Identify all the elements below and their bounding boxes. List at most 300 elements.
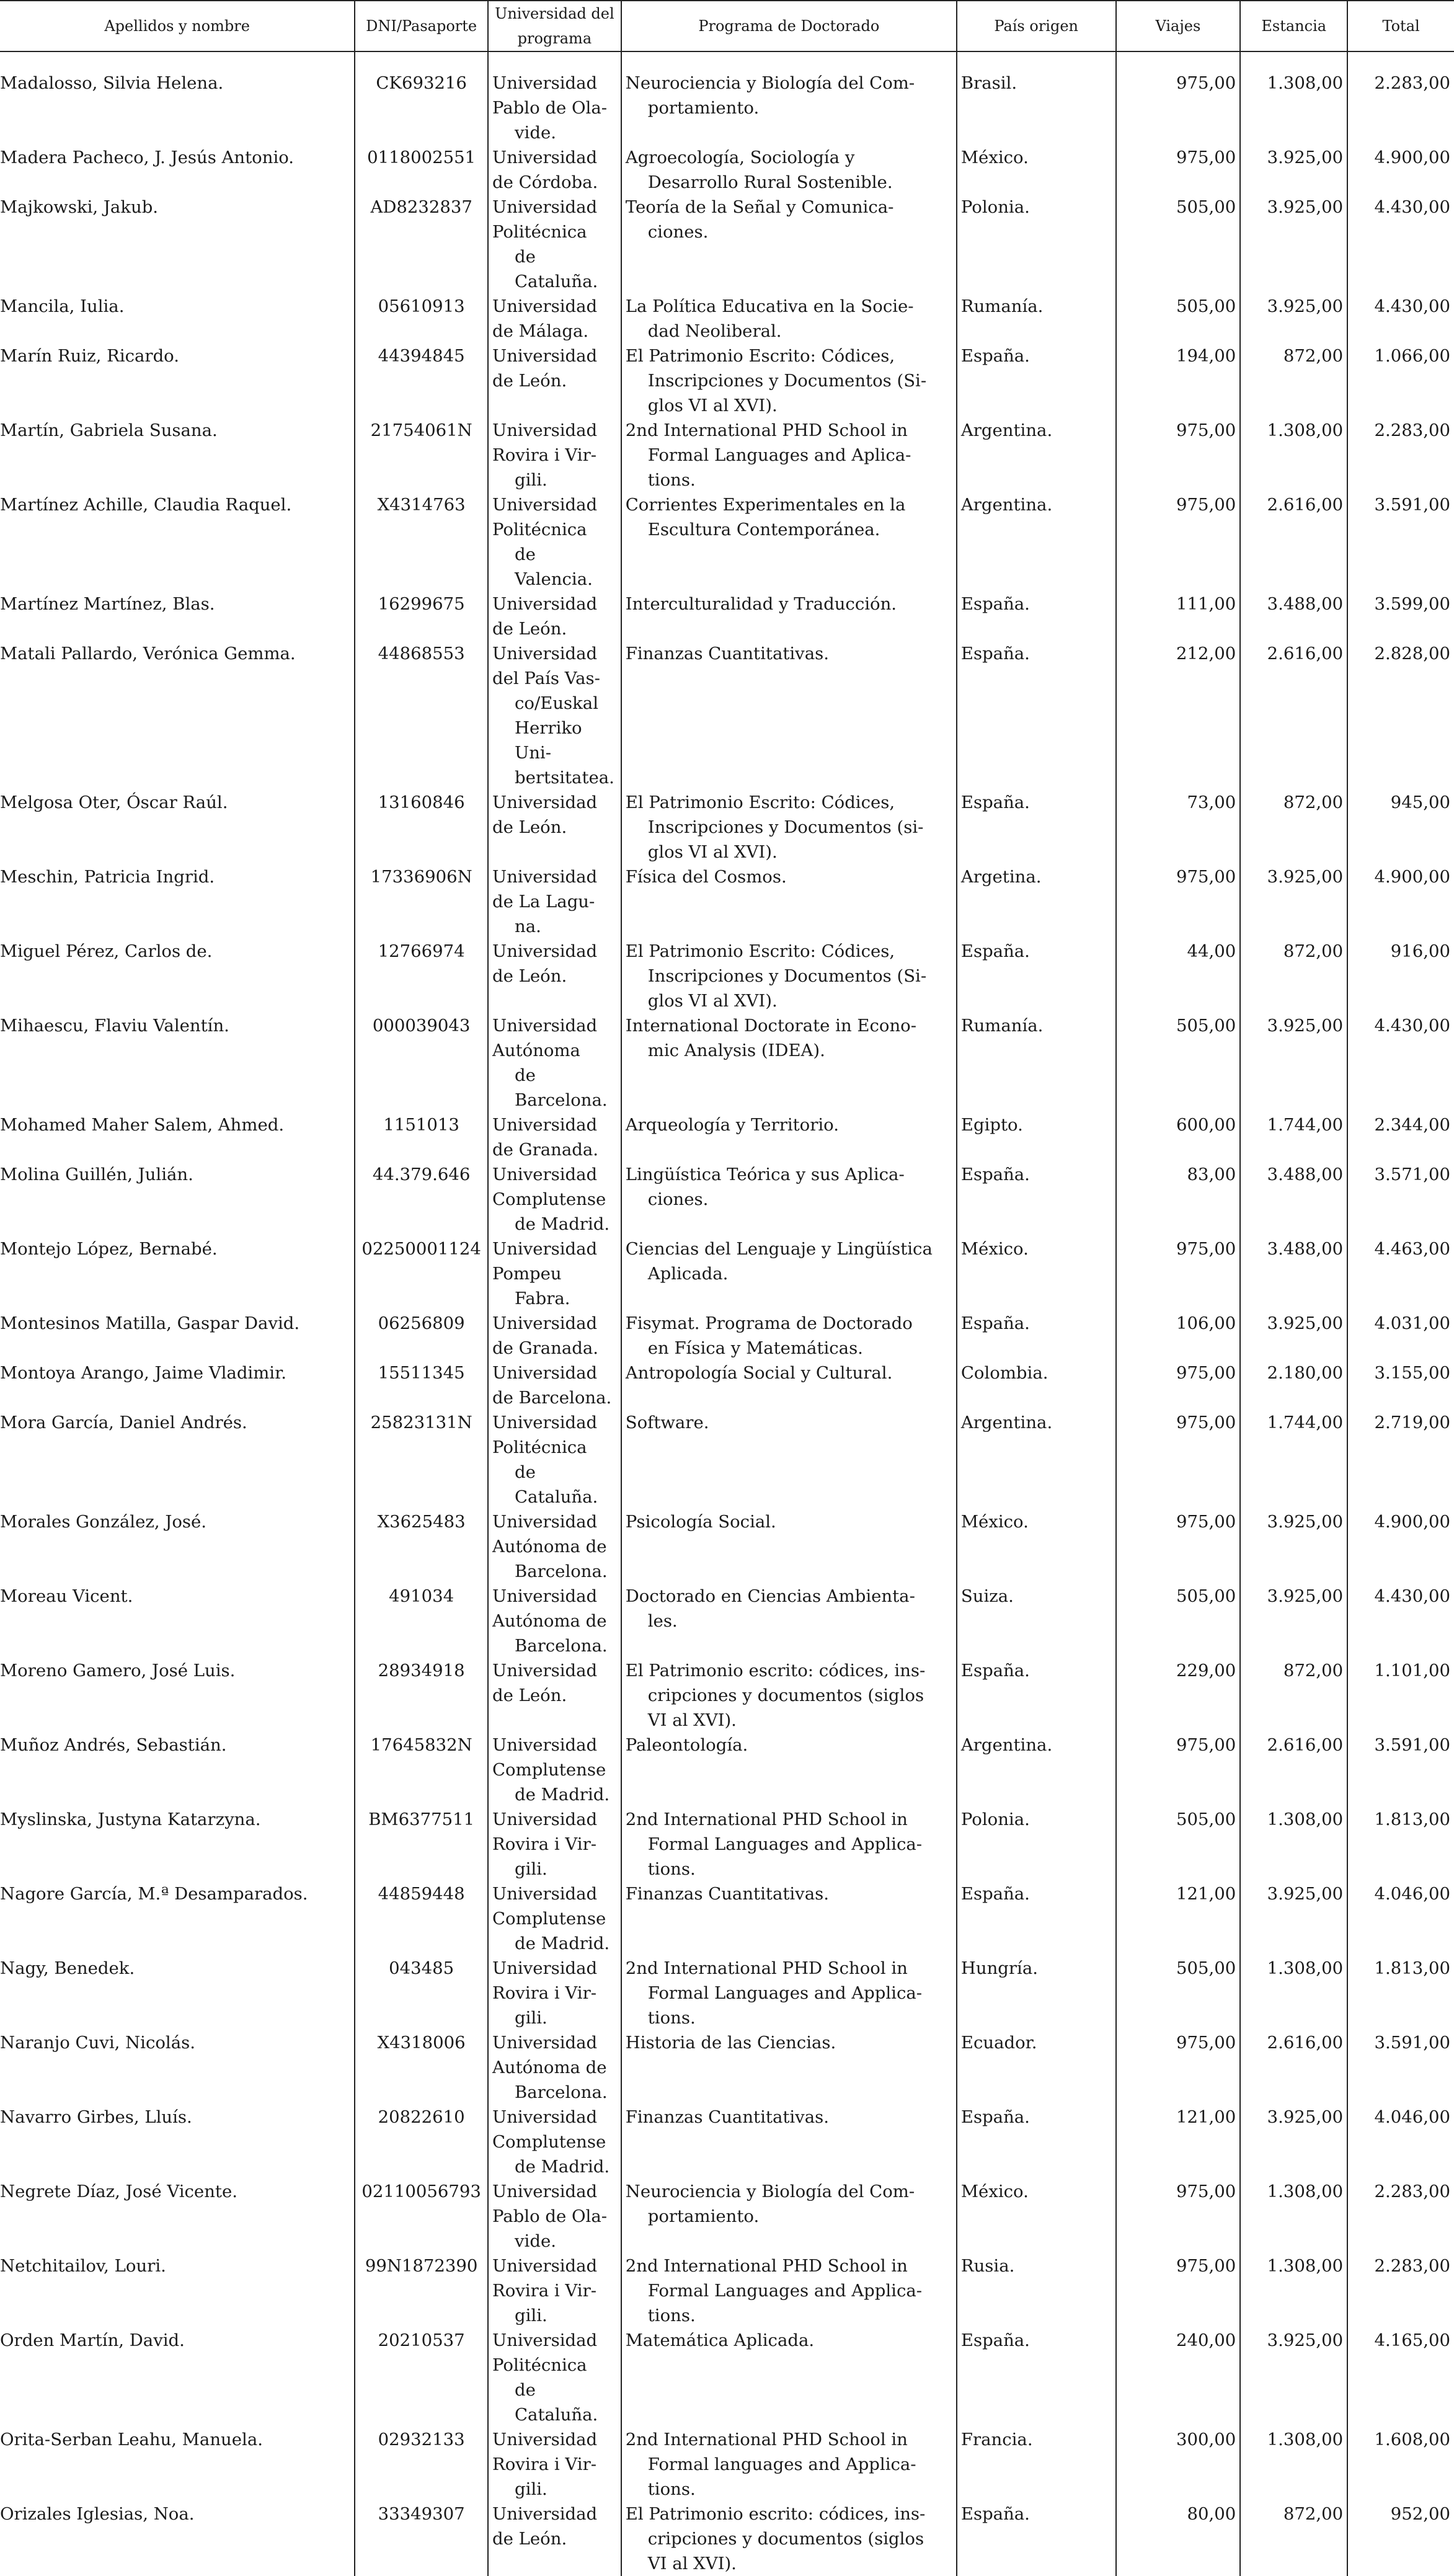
programa-line: tions.	[647, 2479, 696, 2499]
universidad-line: Universidad de León.	[492, 594, 598, 639]
table-row	[0, 195, 1454, 294]
programa-line: Inscripciones y Documentos (si-	[647, 817, 924, 837]
programa-line: Teoría de la Señal y Comunica-	[625, 197, 894, 217]
table-row	[0, 1509, 1454, 1584]
pais-cell: España.	[957, 2105, 1116, 2179]
estancia-cell: 1.308,00	[1240, 2179, 1347, 2254]
estancia-cell: 3.925,00	[1240, 294, 1347, 344]
estancia-cell: 1.308,00	[1240, 2427, 1347, 2502]
nombre-cell: Meschin, Patricia Ingrid.	[0, 867, 215, 887]
table-row	[0, 1311, 1454, 1361]
universidad-line: Universidad Rovira i Vir-	[492, 420, 598, 465]
header-row	[0, 1, 1454, 51]
programa-cell	[621, 641, 957, 790]
estancia-cell: 1.308,00	[1240, 51, 1347, 145]
universidad-line: de Valencia.	[515, 544, 593, 589]
programa-cell	[621, 344, 957, 418]
pais-cell: México.	[957, 1237, 1116, 1311]
estancia-cell: 872,00	[1240, 344, 1347, 418]
nombre-cell: Myslinska, Justyna Katarzyna.	[0, 1810, 261, 1829]
total-cell: 4.046,00	[1347, 2105, 1454, 2179]
universidad-line: Universidad Rovira i Vir-	[492, 1810, 598, 1854]
total-cell: 4.031,00	[1347, 1311, 1454, 1361]
nombre-cell: Martínez Achille, Claudia Raquel.	[0, 495, 292, 515]
nombre-cell: Madera Pacheco, J. Jesús Antonio.	[0, 148, 295, 167]
table-row	[0, 2105, 1454, 2179]
pais-cell: España.	[957, 1311, 1116, 1361]
universidad-cell	[488, 1733, 621, 1807]
estancia-cell: 2.616,00	[1240, 1733, 1347, 1807]
universidad-cell	[488, 1237, 621, 1311]
table-row	[0, 1013, 1454, 1113]
total-cell: 1.066,00	[1347, 344, 1454, 418]
programa-cell	[621, 2427, 957, 2502]
viajes-cell: 975,00	[1116, 1410, 1241, 1509]
programa-line: Doctorado en Ciencias Ambienta-	[625, 1586, 915, 1606]
universidad-line: Universidad de Málaga.	[492, 296, 598, 341]
universidad-line: de Madrid.	[515, 1214, 610, 1234]
programa-line: Finanzas Cuantitativas.	[625, 2107, 829, 2127]
nombre-cell: Melgosa Oter, Óscar Raúl.	[0, 793, 228, 812]
nombre-cell: Moreno Gamero, José Luis.	[0, 1661, 236, 1681]
programa-cell	[621, 195, 957, 294]
dni-cell: 44394845	[355, 344, 488, 418]
programa-line: VI al XVI).	[647, 1710, 737, 1730]
pais-cell: Polonia.	[957, 195, 1116, 294]
programa-line: les.	[647, 1611, 678, 1631]
pais-cell: España.	[957, 2502, 1116, 2576]
programa-line: Matemática Aplicada.	[625, 2330, 815, 2350]
viajes-cell: 505,00	[1116, 195, 1241, 294]
estancia-cell: 3.925,00	[1240, 2105, 1347, 2179]
estancia-cell: 872,00	[1240, 790, 1347, 864]
viajes-cell: 975,00	[1116, 1237, 1241, 1311]
table-row	[0, 1658, 1454, 1733]
dni-cell: X4314763	[355, 492, 488, 592]
universidad-line: Universidad de León.	[492, 1661, 598, 1705]
universidad-line: de Cataluña.	[515, 2380, 598, 2425]
table-row	[0, 2179, 1454, 2254]
programa-cell	[621, 1881, 957, 1956]
programa-cell	[621, 145, 957, 195]
universidad-cell	[488, 418, 621, 492]
universidad-cell	[488, 2105, 621, 2179]
universidad-line: Universidad del País Vas-	[492, 644, 600, 688]
total-cell: 4.900,00	[1347, 1509, 1454, 1584]
viajes-cell: 975,00	[1116, 1361, 1241, 1410]
total-cell: 3.155,00	[1347, 1361, 1454, 1410]
universidad-cell	[488, 294, 621, 344]
estancia-cell: 872,00	[1240, 939, 1347, 1013]
universidad-cell	[488, 2328, 621, 2427]
programa-line: Ciencias del Lenguaje y Lingüística	[625, 1239, 933, 1259]
universidad-line: Universidad de León.	[492, 2504, 598, 2549]
dni-cell: 13160846	[355, 790, 488, 864]
programa-cell	[621, 1584, 957, 1658]
universidad-cell	[488, 344, 621, 418]
programa-line: Escultura Contemporánea.	[647, 520, 880, 540]
estancia-cell: 3.925,00	[1240, 1013, 1347, 1113]
estancia-cell: 1.308,00	[1240, 1807, 1347, 1881]
pais-cell: España.	[957, 641, 1116, 790]
table-body	[0, 51, 1454, 2576]
universidad-cell	[488, 939, 621, 1013]
universidad-line: Universidad Rovira i Vir-	[492, 2256, 598, 2301]
estancia-cell: 2.616,00	[1240, 2030, 1347, 2105]
pais-cell: Hungría.	[957, 1956, 1116, 2030]
universidad-line: Fabra.	[515, 1289, 570, 1308]
nombre-cell: Matali Pallardo, Verónica Gemma.	[0, 644, 296, 664]
universidad-line: Universidad Pablo de Ola-	[492, 73, 608, 118]
table-row	[0, 1361, 1454, 1410]
universidad-cell	[488, 2427, 621, 2502]
viajes-cell: 505,00	[1116, 294, 1241, 344]
nombre-cell: Molina Guillén, Julián.	[0, 1165, 193, 1184]
dni-cell: 02110056793	[355, 2179, 488, 2254]
pais-cell: Argetina.	[957, 864, 1116, 939]
programa-line: Antropología Social y Cultural.	[625, 1363, 893, 1383]
viajes-cell: 975,00	[1116, 2179, 1241, 2254]
total-cell: 3.591,00	[1347, 492, 1454, 592]
programa-line: La Política Educativa en la Socie-	[625, 296, 914, 316]
dni-cell: 33349307	[355, 2502, 488, 2576]
programa-line: VI al XVI).	[647, 2554, 737, 2574]
total-cell: 4.900,00	[1347, 145, 1454, 195]
viajes-cell: 83,00	[1116, 1162, 1241, 1237]
dni-cell: 17336906N	[355, 864, 488, 939]
total-cell: 916,00	[1347, 939, 1454, 1013]
nombre-cell: Orizales Iglesias, Noa.	[0, 2504, 195, 2524]
table-row	[0, 2502, 1454, 2576]
programa-line: 2nd International PHD School in	[625, 2430, 908, 2449]
total-cell: 3.571,00	[1347, 1162, 1454, 1237]
pais-cell: Colombia.	[957, 1361, 1116, 1410]
programa-cell	[621, 2328, 957, 2427]
universidad-cell	[488, 1881, 621, 1956]
universidad-cell	[488, 1361, 621, 1410]
dni-cell: 20822610	[355, 2105, 488, 2179]
table-row	[0, 1956, 1454, 2030]
total-cell: 4.430,00	[1347, 1584, 1454, 1658]
estancia-cell: 3.488,00	[1240, 592, 1347, 641]
programa-line: tions.	[647, 470, 696, 490]
viajes-cell: 229,00	[1116, 1658, 1241, 1733]
nombre-cell: Martín, Gabriela Susana.	[0, 420, 218, 440]
programa-line: Formal Languages and Applica-	[647, 2281, 923, 2301]
universidad-line: Universidad Pablo de Ola-	[492, 2182, 608, 2226]
universidad-line: Universidad Pompeu	[492, 1239, 598, 1284]
programa-cell	[621, 2254, 957, 2328]
pais-cell: Argentina.	[957, 1410, 1116, 1509]
estancia-cell: 1.308,00	[1240, 1956, 1347, 2030]
table-row	[0, 294, 1454, 344]
header-nombre: Apellidos y nombre	[0, 1, 355, 51]
estancia-cell: 3.488,00	[1240, 1237, 1347, 1311]
nombre-cell: Mora García, Daniel Andrés.	[0, 1413, 247, 1432]
programa-line: ciones.	[647, 222, 709, 242]
total-cell: 2.828,00	[1347, 641, 1454, 790]
universidad-line: Universidad Politécnica	[492, 197, 598, 242]
programa-cell	[621, 2502, 957, 2576]
universidad-line: Barcelona.	[515, 1636, 608, 1656]
programa-cell	[621, 864, 957, 939]
universidad-line: de Cataluña.	[515, 1462, 598, 1507]
pais-cell: México.	[957, 145, 1116, 195]
universidad-cell	[488, 1509, 621, 1584]
nombre-cell: Netchitailov, Louri.	[0, 2256, 166, 2276]
universidad-cell	[488, 2502, 621, 2576]
programa-cell	[621, 2179, 957, 2254]
programa-line: El Patrimonio Escrito: Códices,	[625, 941, 895, 961]
viajes-cell: 73,00	[1116, 790, 1241, 864]
programa-cell	[621, 492, 957, 592]
estancia-cell: 3.488,00	[1240, 1162, 1347, 1237]
viajes-cell: 121,00	[1116, 1881, 1241, 1956]
table-row	[0, 1410, 1454, 1509]
programa-line: tions.	[647, 2306, 696, 2325]
viajes-cell: 975,00	[1116, 51, 1241, 145]
programa-cell	[621, 1361, 957, 1410]
programa-line: 2nd International PHD School in	[625, 1810, 908, 1829]
table-row	[0, 864, 1454, 939]
universidad-cell	[488, 1807, 621, 1881]
total-cell: 945,00	[1347, 790, 1454, 864]
estancia-cell: 3.925,00	[1240, 1881, 1347, 1956]
programa-line: Aplicada.	[647, 1264, 729, 1284]
nombre-cell: Navarro Girbes, Lluís.	[0, 2107, 192, 2127]
programa-line: mic Analysis (IDEA).	[647, 1041, 825, 1060]
programa-cell	[621, 1013, 957, 1113]
estancia-cell: 3.925,00	[1240, 195, 1347, 294]
table-row	[0, 2254, 1454, 2328]
pais-cell: México.	[957, 1509, 1116, 1584]
universidad-line: Universidad de Granada.	[492, 1115, 598, 1160]
universidad-line: Universidad Rovira i Vir-	[492, 1958, 598, 2003]
dni-cell: X3625483	[355, 1509, 488, 1584]
universidad-cell	[488, 2030, 621, 2105]
programa-line: 2nd International PHD School in	[625, 1958, 908, 1978]
viajes-cell: 600,00	[1116, 1113, 1241, 1162]
viajes-cell: 975,00	[1116, 418, 1241, 492]
universidad-cell	[488, 1956, 621, 2030]
estancia-cell: 3.925,00	[1240, 1311, 1347, 1361]
programa-line: glos VI al XVI).	[647, 991, 778, 1011]
pais-cell: Argentina.	[957, 1733, 1116, 1807]
table-row	[0, 2427, 1454, 2502]
dni-cell: BM6377511	[355, 1807, 488, 1881]
estancia-cell: 1.308,00	[1240, 418, 1347, 492]
universidad-line: Universidad de Granada.	[492, 1313, 598, 1358]
viajes-cell: 121,00	[1116, 2105, 1241, 2179]
estancia-cell: 3.925,00	[1240, 1584, 1347, 1658]
universidad-cell	[488, 790, 621, 864]
dni-cell: 15511345	[355, 1361, 488, 1410]
programa-line: tions.	[647, 2008, 696, 2028]
total-cell: 3.591,00	[1347, 1733, 1454, 1807]
nombre-cell: Negrete Díaz, José Vicente.	[0, 2182, 237, 2201]
estancia-cell: 3.925,00	[1240, 145, 1347, 195]
estancia-cell: 1.308,00	[1240, 2254, 1347, 2328]
table-row	[0, 1584, 1454, 1658]
table-row	[0, 344, 1454, 418]
pais-cell: España.	[957, 1162, 1116, 1237]
viajes-cell: 44,00	[1116, 939, 1241, 1013]
dni-cell: 25823131N	[355, 1410, 488, 1509]
programa-line: Arqueología y Territorio.	[625, 1115, 839, 1135]
universidad-cell	[488, 864, 621, 939]
universidad-cell	[488, 1584, 621, 1658]
nombre-cell: Mihaescu, Flaviu Valentín.	[0, 1016, 229, 1036]
universidad-cell	[488, 641, 621, 790]
nombre-cell: Nagore García, M.ª Desamparados.	[0, 1884, 308, 1904]
dni-cell: 06256809	[355, 1311, 488, 1361]
universidad-line: de Madrid.	[515, 1934, 610, 1953]
viajes-cell: 240,00	[1116, 2328, 1241, 2427]
dni-cell: 20210537	[355, 2328, 488, 2427]
programa-cell	[621, 592, 957, 641]
dni-cell: 02932133	[355, 2427, 488, 2502]
estancia-cell: 1.744,00	[1240, 1410, 1347, 1509]
total-cell: 2.344,00	[1347, 1113, 1454, 1162]
programa-line: Física del Cosmos.	[625, 867, 787, 887]
programa-line: Fisymat. Programa de Doctorado	[625, 1313, 913, 1333]
estancia-cell: 872,00	[1240, 2502, 1347, 2576]
dni-cell: AD8232837	[355, 195, 488, 294]
pais-cell: España.	[957, 939, 1116, 1013]
programa-cell	[621, 939, 957, 1013]
pais-cell: Rumanía.	[957, 294, 1116, 344]
header-programa: Programa de Doctorado	[621, 1, 957, 51]
total-cell: 4.430,00	[1347, 294, 1454, 344]
table-header	[0, 1, 1454, 51]
programa-line: Inscripciones y Documentos (Si-	[647, 371, 927, 391]
programa-line: Finanzas Cuantitativas.	[625, 644, 829, 664]
total-cell: 3.591,00	[1347, 2030, 1454, 2105]
estancia-cell: 872,00	[1240, 1658, 1347, 1733]
universidad-line: Universidad de León.	[492, 941, 598, 986]
programa-line: 2nd International PHD School in	[625, 420, 908, 440]
viajes-cell: 975,00	[1116, 1509, 1241, 1584]
universidad-cell	[488, 2179, 621, 2254]
viajes-cell: 975,00	[1116, 1733, 1241, 1807]
estancia-cell: 2.616,00	[1240, 641, 1347, 790]
nombre-cell: Moreau Vicent.	[0, 1586, 133, 1606]
programa-line: Neurociencia y Biología del Com-	[625, 73, 915, 93]
pais-cell: Brasil.	[957, 51, 1116, 145]
pais-cell: Argentina.	[957, 492, 1116, 592]
universidad-cell	[488, 145, 621, 195]
dni-cell: 0118002551	[355, 145, 488, 195]
dni-cell: 44868553	[355, 641, 488, 790]
viajes-cell: 80,00	[1116, 2502, 1241, 2576]
universidad-line: Universidad de León.	[492, 793, 598, 837]
viajes-cell: 505,00	[1116, 1013, 1241, 1113]
programa-cell	[621, 1311, 957, 1361]
programa-cell	[621, 1410, 957, 1509]
total-cell: 1.813,00	[1347, 1807, 1454, 1881]
universidad-line: Universidad de Córdoba.	[492, 148, 598, 192]
universidad-line: Universidad Complutense	[492, 1884, 606, 1929]
programa-line: El Patrimonio escrito: códices, ins-	[625, 1661, 926, 1681]
universidad-line: Universidad Complutense	[492, 2107, 606, 2152]
programa-line: Inscripciones y Documentos (Si-	[647, 966, 927, 986]
nombre-cell: Montejo López, Bernabé.	[0, 1239, 218, 1259]
nombre-cell: Naranjo Cuvi, Nicolás.	[0, 2033, 195, 2053]
programa-cell	[621, 1237, 957, 1311]
programa-line: tions.	[647, 1859, 696, 1879]
dni-cell: 000039043	[355, 1013, 488, 1113]
programa-line: Formal Languages and Aplica-	[647, 445, 911, 465]
viajes-cell: 212,00	[1116, 641, 1241, 790]
viajes-cell: 505,00	[1116, 1956, 1241, 2030]
universidad-line: de Madrid.	[515, 2157, 610, 2177]
universidad-cell	[488, 592, 621, 641]
programa-line: Formal languages and Applica-	[647, 2454, 916, 2474]
pais-cell: España.	[957, 790, 1116, 864]
programa-line: Historia de las Ciencias.	[625, 2033, 836, 2053]
dni-cell: 28934918	[355, 1658, 488, 1733]
table-row	[0, 1881, 1454, 1956]
programa-line: Neurociencia y Biología del Com-	[625, 2182, 915, 2201]
total-cell: 3.599,00	[1347, 592, 1454, 641]
programa-cell	[621, 1956, 957, 2030]
total-cell: 1.813,00	[1347, 1956, 1454, 2030]
pais-cell: Rusia.	[957, 2254, 1116, 2328]
nombre-cell: Mohamed Maher Salem, Ahmed.	[0, 1115, 285, 1135]
programa-line: Finanzas Cuantitativas.	[625, 1884, 829, 1904]
nombre-cell: Orden Martín, David.	[0, 2330, 185, 2350]
table-row	[0, 2328, 1454, 2427]
programa-cell	[621, 51, 957, 145]
universidad-cell	[488, 51, 621, 145]
universidad-line: gili.	[515, 470, 547, 490]
programa-line: Formal Languages and Applica-	[647, 1834, 923, 1854]
pais-cell: Ecuador.	[957, 2030, 1116, 2105]
nombre-cell: Nagy, Benedek.	[0, 1958, 135, 1978]
dni-cell: CK693216	[355, 51, 488, 145]
programa-cell	[621, 294, 957, 344]
viajes-cell: 975,00	[1116, 492, 1241, 592]
dni-cell: 1151013	[355, 1113, 488, 1162]
programa-line: Desarrollo Rural Sostenible.	[647, 172, 893, 192]
universidad-line: de Barcelona.	[515, 1065, 608, 1110]
universidad-line: vide.	[515, 2231, 556, 2251]
viajes-cell: 505,00	[1116, 1807, 1241, 1881]
table-row	[0, 145, 1454, 195]
table-row	[0, 641, 1454, 790]
dni-cell: 491034	[355, 1584, 488, 1658]
universidad-line: Universidad Politécnica	[492, 495, 598, 540]
programa-line: Formal Languages and Applica-	[647, 1983, 923, 2003]
universidad-line: Universidad Autónoma	[492, 1016, 598, 1060]
universidad-cell	[488, 2254, 621, 2328]
nombre-cell: Muñoz Andrés, Sebastián.	[0, 1735, 227, 1755]
universidad-line: Universidad de León.	[492, 346, 598, 391]
table-row	[0, 1162, 1454, 1237]
pais-cell: Egipto.	[957, 1113, 1116, 1162]
table-row	[0, 2030, 1454, 2105]
programa-cell	[621, 2105, 957, 2179]
universidad-line: gili.	[515, 1859, 547, 1879]
table-row	[0, 1807, 1454, 1881]
viajes-cell: 975,00	[1116, 2030, 1241, 2105]
total-cell: 2.283,00	[1347, 418, 1454, 492]
programa-line: portamiento.	[647, 2206, 760, 2226]
universidad-line: Universidad Politécnica	[492, 1413, 598, 1457]
programa-line: glos VI al XVI).	[647, 842, 778, 862]
universidad-line: gili.	[515, 2008, 547, 2028]
programa-cell	[621, 1807, 957, 1881]
